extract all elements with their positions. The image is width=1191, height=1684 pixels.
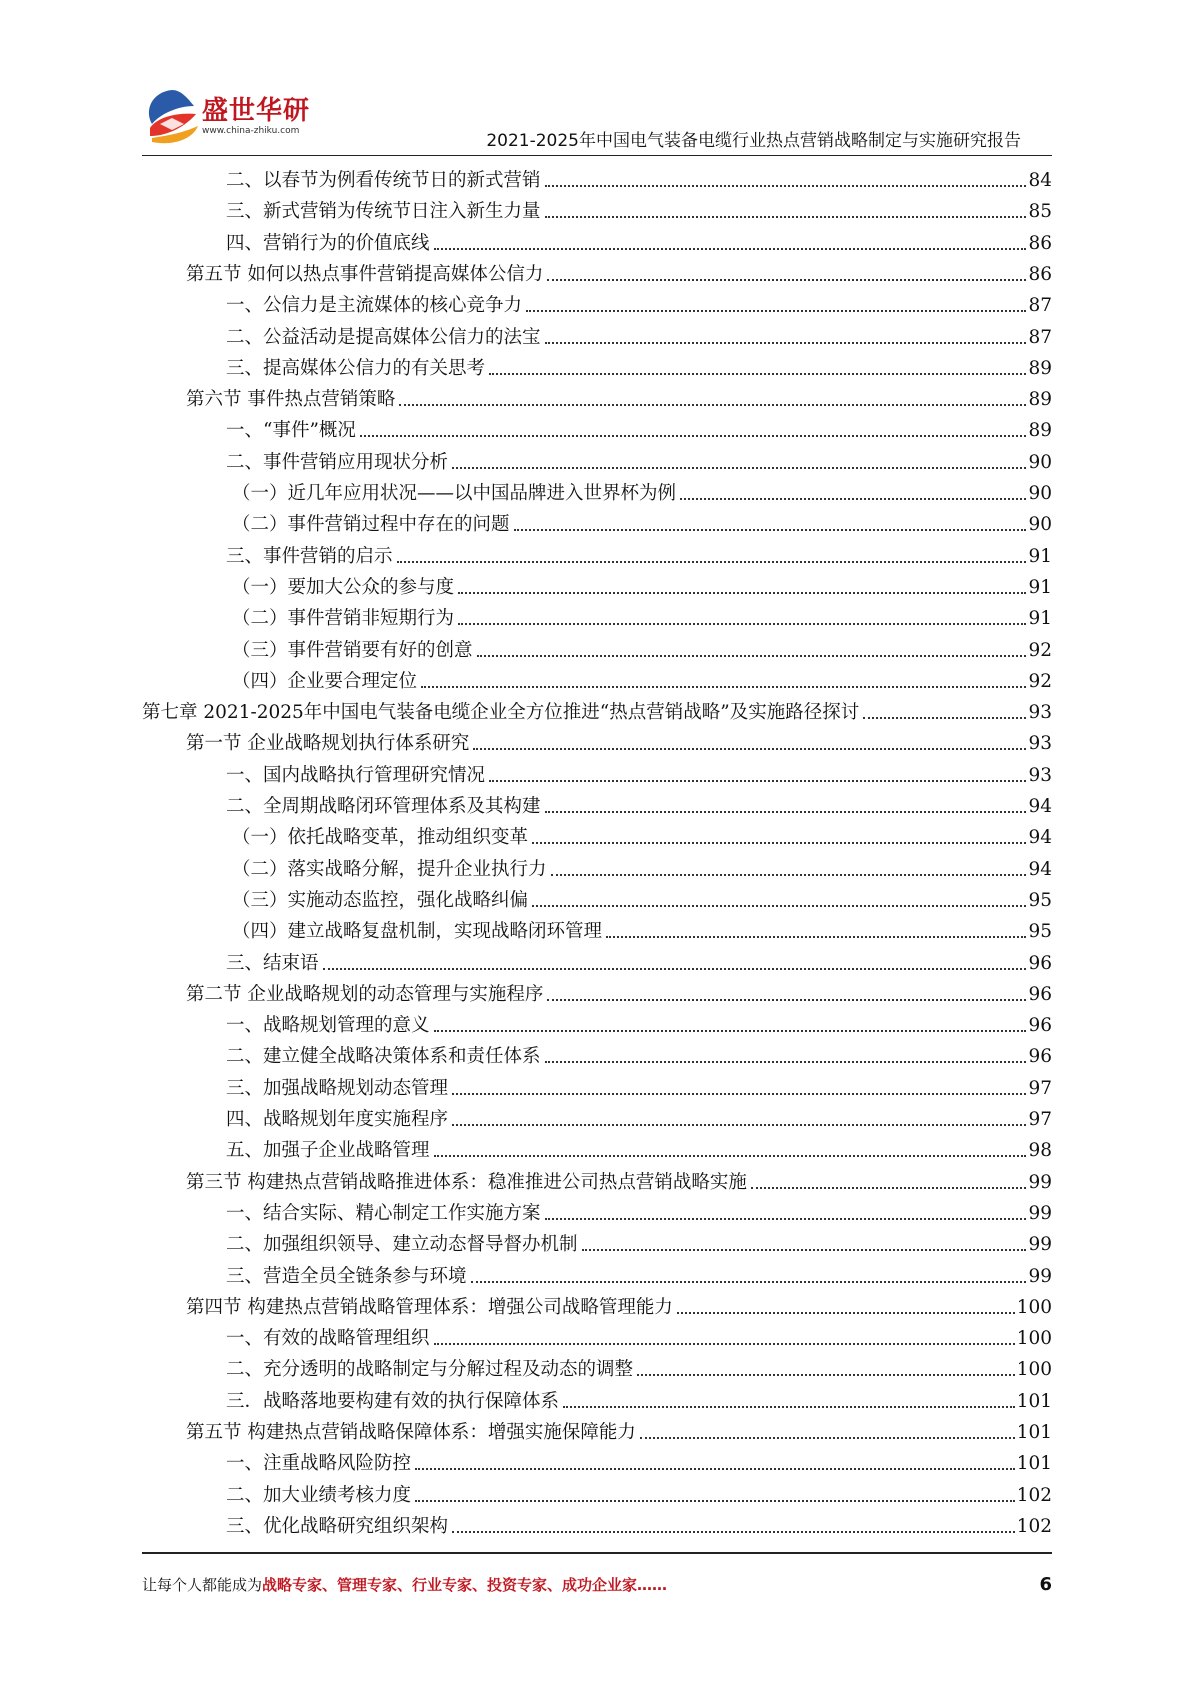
toc-entry[interactable]: [232, 475, 1052, 506]
toc-entry[interactable]: [226, 945, 1052, 976]
toc-entry-title: （二）事件营销过程中存在的问题: [232, 514, 510, 536]
toc-dot-leader: [514, 528, 1027, 531]
toc-entry-title: （二）落实战略分解，提升企业执行力: [232, 858, 547, 880]
toc-entry[interactable]: [226, 1320, 1052, 1351]
toc-dot-leader: [545, 1060, 1027, 1063]
toc-dot-leader: [452, 1530, 1015, 1533]
toc-entry[interactable]: [226, 350, 1052, 381]
page-number: 6: [1039, 1574, 1052, 1595]
toc-entry-page: 99: [1028, 1234, 1052, 1256]
toc-entry[interactable]: [186, 1164, 1052, 1195]
logo-url: www.china-zhiku.com: [202, 126, 300, 136]
toc-entry[interactable]: [232, 819, 1052, 850]
toc-dot-leader: [563, 1405, 1015, 1408]
toc-entry-page: 86: [1028, 263, 1052, 285]
toc-entry[interactable]: [232, 851, 1052, 882]
toc-entry-page: 89: [1028, 420, 1052, 442]
page-header: [0, 0, 1191, 160]
toc-entry-title: 三、优化战略研究组织架构: [226, 1515, 449, 1537]
toc-entry-page: 102: [1016, 1515, 1052, 1537]
toc-entry-title: 二、公益活动是提高媒体公信力的法宝: [226, 326, 541, 348]
toc-entry-page: 101: [1016, 1390, 1052, 1412]
toc-entry-page: 96: [1028, 952, 1052, 974]
toc-entry-page: 90: [1028, 483, 1052, 504]
toc-entry[interactable]: [226, 1351, 1052, 1382]
toc-dot-leader: [452, 1092, 1026, 1095]
toc-entry[interactable]: [226, 1508, 1052, 1539]
toc-entry-page: 93: [1028, 702, 1052, 724]
toc-entry-title: 三、提高媒体公信力的有关思考: [226, 357, 486, 379]
toc-dot-leader: [452, 1123, 1026, 1126]
toc-dot-leader: [680, 497, 1026, 500]
toc-entry[interactable]: [232, 663, 1052, 694]
toc-entry-title: 一、注重战略风险防控: [226, 1453, 412, 1475]
toc-dot-leader: [434, 1342, 1015, 1345]
toc-entry-title: 第五节 如何以热点事件营销提高媒体公信力: [186, 263, 544, 285]
toc-entry-title: （二）事件营销非短期行为: [232, 608, 455, 630]
toc-entry[interactable]: [232, 506, 1052, 537]
toc-dot-leader: [477, 654, 1027, 657]
toc-entry-page: 90: [1028, 451, 1052, 473]
toc-entry-page: 99: [1028, 1202, 1052, 1224]
toc-entry-page: 96: [1028, 983, 1052, 1005]
toc-entry[interactable]: [232, 600, 1052, 631]
toc-entry-title: 四、战略规划年度实施程序: [226, 1109, 449, 1130]
toc-entry[interactable]: [226, 1477, 1052, 1508]
toc-dot-leader: [677, 1311, 1015, 1314]
toc-entry-title: 一、国内战略执行管理研究情况: [226, 764, 486, 786]
toc-entry[interactable]: [226, 1258, 1052, 1289]
toc-entry[interactable]: [226, 162, 1052, 193]
brand-logo: [142, 84, 322, 150]
toc-entry-title: 三、新式营销为传统节日注入新生力量: [226, 201, 541, 223]
toc-dot-leader: [489, 779, 1026, 782]
toc-dot-leader: [452, 466, 1026, 469]
toc-entry-page: 89: [1028, 389, 1052, 411]
toc-entry[interactable]: [186, 381, 1052, 412]
toc-entry[interactable]: [226, 1070, 1052, 1101]
toc-entry[interactable]: [226, 412, 1052, 443]
toc-dot-leader: [545, 810, 1027, 813]
toc-entry-title: 第二节 企业战略规划的动态管理与实施程序: [186, 983, 544, 1005]
toc-dot-leader: [421, 685, 1026, 688]
toc-dot-leader: [434, 1029, 1027, 1032]
toc-entry[interactable]: [226, 225, 1052, 256]
toc-entry-title: 二、加大业绩考核力度: [226, 1484, 412, 1506]
toc-entry-page: 99: [1028, 1171, 1052, 1193]
toc-entry-title: 二、事件营销应用现状分析: [226, 451, 449, 473]
toc-entry[interactable]: [226, 287, 1052, 318]
toc-entry[interactable]: [226, 1195, 1052, 1226]
toc-entry[interactable]: [226, 1226, 1052, 1257]
toc-entry-page: 93: [1028, 764, 1052, 786]
toc-entry[interactable]: [186, 256, 1052, 287]
toc-entry[interactable]: [226, 1132, 1052, 1163]
logo-emblem-icon: [142, 84, 202, 150]
toc-entry-page: 94: [1028, 796, 1052, 817]
page-footer: [142, 1574, 1052, 1598]
toc-entry-page: 95: [1028, 889, 1052, 911]
toc-entry-page: 87: [1028, 326, 1052, 348]
toc-dot-leader: [434, 1154, 1027, 1157]
toc-dot-leader: [526, 309, 1026, 312]
toc-entry-title: 一、“事件”概况: [226, 420, 356, 442]
toc-entry-page: 93: [1028, 733, 1052, 755]
toc-entry[interactable]: [186, 1414, 1052, 1445]
document-title: 2021-2025年中国电气装备电缆行业热点营销战略制定与实施研究报告: [486, 131, 1021, 151]
toc-dot-leader: [547, 998, 1026, 1001]
toc-entry-page: 96: [1028, 1015, 1052, 1037]
toc-dot-leader: [547, 278, 1026, 281]
toc-dot-leader: [473, 747, 1026, 750]
toc-dot-leader: [863, 716, 1026, 719]
toc-dot-leader: [323, 967, 1027, 970]
toc-entry-page: 89: [1028, 357, 1052, 379]
toc-entry-title: 二、以春节为例看传统节日的新式营销: [226, 170, 541, 191]
toc-entry-title: （三）事件营销要有好的创意: [232, 639, 473, 661]
toc-dot-leader: [458, 622, 1026, 625]
toc-entry-page: 92: [1028, 670, 1052, 692]
toc-entry-title: 一、有效的战略管理组织: [226, 1328, 430, 1350]
toc-entry-page: 91: [1028, 576, 1052, 598]
toc-entry[interactable]: [226, 1445, 1052, 1476]
toc-entry-page: 101: [1016, 1422, 1052, 1443]
toc-entry-page: 95: [1028, 921, 1052, 943]
toc-entry-page: 94: [1028, 858, 1052, 880]
toc-entry-page: 102: [1016, 1484, 1052, 1506]
toc-dot-leader: [489, 372, 1026, 375]
toc-entry-title: （一）近几年应用状况——以中国品牌进入世界杯为例: [232, 483, 677, 504]
toc-entry-title: 第四节 构建热点营销战略管理体系：增强公司战略管理能力: [186, 1296, 673, 1318]
toc-dot-leader: [551, 873, 1027, 876]
toc-entry-title: 二、全周期战略闭环管理体系及其构建: [226, 796, 541, 817]
toc-entry[interactable]: [226, 193, 1052, 224]
toc-entry-page: 86: [1028, 232, 1052, 254]
toc-entry-title: （一）要加大公众的参与度: [232, 576, 455, 598]
toc-dot-leader: [415, 1499, 1015, 1502]
toc-dot-leader: [545, 215, 1027, 218]
toc-entry-title: 一、公信力是主流媒体的核心竞争力: [226, 295, 523, 317]
toc-dot-leader: [399, 403, 1026, 406]
toc-dot-leader: [637, 1373, 1015, 1376]
toc-entry[interactable]: [232, 882, 1052, 913]
toc-entry-page: 91: [1028, 545, 1052, 567]
toc-dot-leader: [397, 560, 1027, 563]
toc-dot-leader: [545, 1217, 1027, 1220]
toc-entry-title: 三、事件营销的启示: [226, 545, 393, 567]
toc-entry-page: 100: [1016, 1328, 1052, 1350]
toc-dot-leader: [360, 434, 1027, 437]
toc-dot-leader: [532, 841, 1026, 844]
footer-slogan-highlight: 战略专家、管理专家、行业专家、投资专家、成功企业家……: [262, 1576, 668, 1594]
footer-divider: [142, 1552, 1052, 1554]
toc-entry[interactable]: [226, 788, 1052, 819]
toc-entry[interactable]: [226, 1101, 1052, 1132]
toc-entry-title: 二、加强组织领导、建立动态督导督办机制: [226, 1234, 578, 1256]
toc-entry-page: 100: [1016, 1296, 1052, 1318]
toc-entry[interactable]: [232, 632, 1052, 663]
toc-entry-title: 第五节 构建热点营销战略保障体系：增强实施保障能力: [186, 1422, 636, 1443]
toc-dot-leader: [606, 935, 1026, 938]
toc-entry-title: （四）企业要合理定位: [232, 670, 418, 692]
toc-entry[interactable]: [226, 757, 1052, 788]
toc-entry-page: 96: [1028, 1046, 1052, 1068]
toc-dot-leader: [545, 184, 1027, 187]
toc-entry-page: 94: [1028, 827, 1052, 849]
toc-entry[interactable]: [232, 569, 1052, 600]
toc-dot-leader: [582, 1248, 1027, 1251]
toc-entry-title: 一、战略规划管理的意义: [226, 1015, 430, 1037]
toc-dot-leader: [434, 247, 1027, 250]
toc-dot-leader: [545, 341, 1027, 344]
toc-dot-leader: [532, 904, 1026, 907]
toc-entry-page: 90: [1028, 514, 1052, 536]
toc-entry-page: 101: [1016, 1453, 1052, 1475]
toc-entry[interactable]: [226, 538, 1052, 569]
toc-entry[interactable]: [226, 1038, 1052, 1069]
toc-entry-page: 87: [1028, 295, 1052, 317]
header-divider: [142, 155, 1052, 156]
toc-entry-page: 97: [1028, 1077, 1052, 1099]
toc-dot-leader: [751, 1186, 1027, 1189]
toc-entry-title: 三、营造全员全链条参与环境: [226, 1265, 467, 1287]
toc-entry[interactable]: [232, 913, 1052, 944]
toc-entry[interactable]: [186, 976, 1052, 1007]
toc-entry[interactable]: [142, 694, 1052, 725]
toc-entry-title: （三）实施动态监控，强化战略纠偏: [232, 889, 529, 911]
toc-entry-title: 第七章 2021-2025年中国电气装备电缆企业全方位推进“热点营销战略”及实施路径探讨: [142, 702, 860, 724]
logo-name: 盛世华研: [202, 96, 311, 126]
toc-entry-title: 二、充分透明的战略制定与分解过程及动态的调整: [226, 1359, 634, 1381]
toc-entry-title: （一）依托战略变革，推动组织变革: [232, 827, 529, 849]
toc-entry[interactable]: [226, 319, 1052, 350]
toc-entry[interactable]: [226, 444, 1052, 475]
toc-entry-title: （四）建立战略复盘机制，实现战略闭环管理: [232, 921, 603, 943]
toc-entry-page: 85: [1028, 201, 1052, 223]
toc-entry-title: 三、结束语: [226, 952, 319, 974]
toc-entry-page: 91: [1028, 608, 1052, 630]
toc-dot-leader: [640, 1436, 1015, 1439]
toc-dot-leader: [415, 1467, 1015, 1470]
toc-entry-title: 第一节 企业战略规划执行体系研究: [186, 733, 470, 755]
toc-entry-page: 98: [1028, 1140, 1052, 1162]
toc-entry-page: 84: [1028, 170, 1052, 191]
toc-entry-title: 第三节 构建热点营销战略推进体系：稳准推进公司热点营销战略实施: [186, 1171, 747, 1193]
toc-entry-title: 三、加强战略规划动态管理: [226, 1077, 449, 1099]
toc-entry-page: 100: [1016, 1359, 1052, 1381]
toc-entry-page: 92: [1028, 639, 1052, 661]
toc-entry[interactable]: [186, 1289, 1052, 1320]
toc-dot-leader: [471, 1280, 1027, 1283]
toc-entry[interactable]: [226, 1383, 1052, 1414]
toc-entry-title: 五、加强子企业战略管理: [226, 1140, 430, 1162]
toc-entry-title: 第六节 事件热点营销策略: [186, 389, 396, 411]
toc-entry-title: 一、结合实际、精心制定工作实施方案: [226, 1202, 541, 1224]
toc-entry[interactable]: [226, 1007, 1052, 1038]
toc-entry-title: 四、营销行为的价值底线: [226, 232, 430, 254]
toc-entry[interactable]: [186, 725, 1052, 756]
toc-entry-page: 99: [1028, 1265, 1052, 1287]
toc-entry-title: 三．战略落地要构建有效的执行保障体系: [226, 1390, 560, 1412]
toc-entry-title: 二、建立健全战略决策体系和责任体系: [226, 1046, 541, 1068]
footer-slogan-lead: 让每个人都能成为: [142, 1576, 263, 1594]
toc-dot-leader: [458, 591, 1026, 594]
toc-entry-page: 97: [1028, 1109, 1052, 1130]
